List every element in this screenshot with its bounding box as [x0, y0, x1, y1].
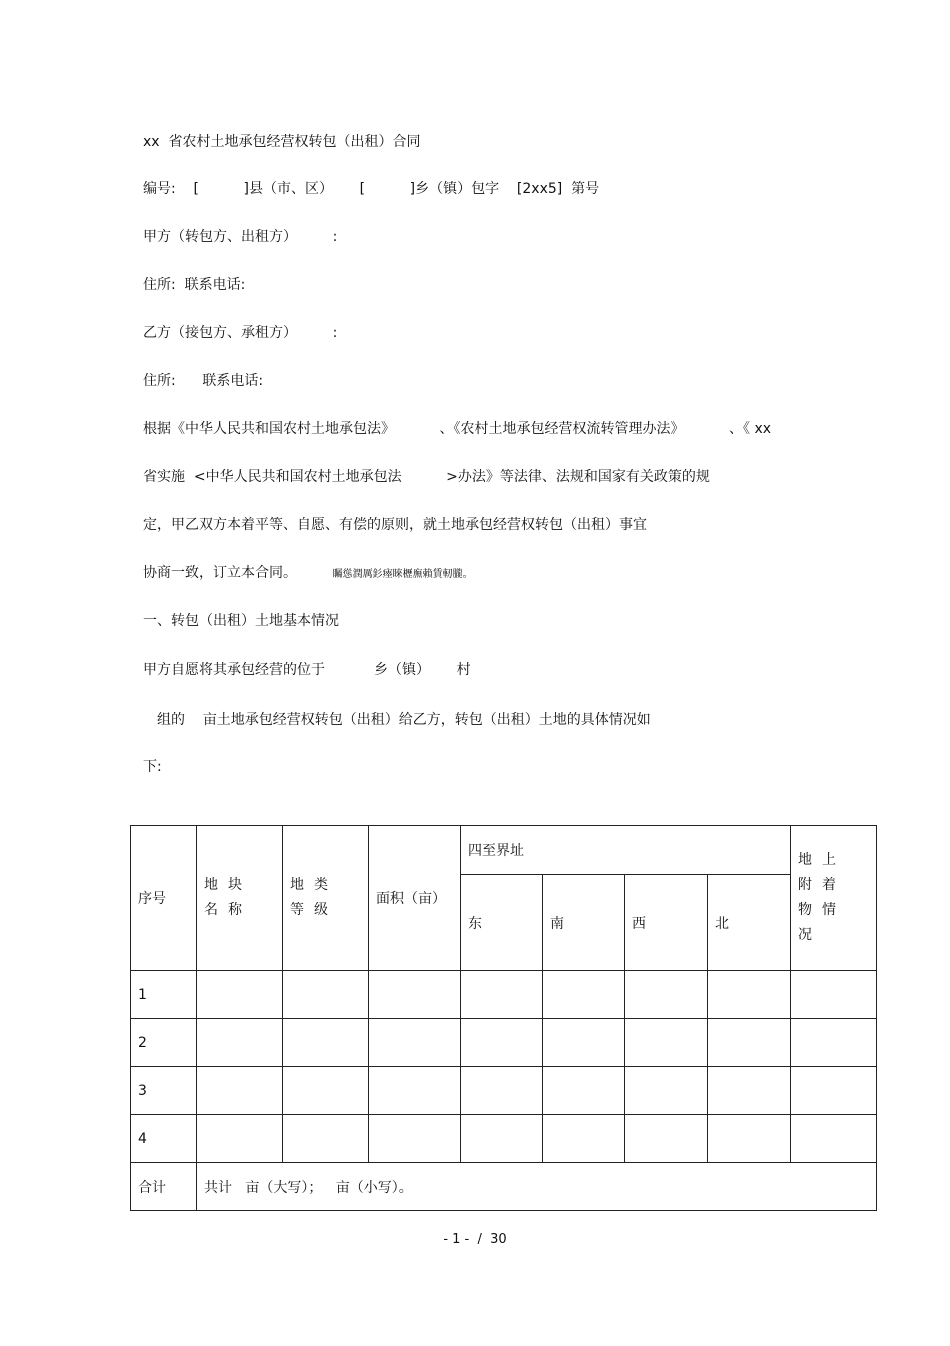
table-row: [131, 1019, 877, 1067]
header-land-class: 地类等级: [283, 826, 369, 971]
number-year: [2xx5]: [516, 181, 563, 197]
page-indicator: - 1 - / 30: [443, 1232, 507, 1247]
table-row: [131, 1115, 877, 1163]
row-seq: 2: [131, 1019, 197, 1067]
table-row: [131, 1067, 877, 1115]
land-line-1: 甲方自愿将其承包经营的位于 乡（镇） 村: [143, 662, 471, 678]
basis-paragraph-line-3: 定，甲乙双方本着平等、自愿、有偿的原则，就土地承包经营权转包（出租）事宜: [143, 517, 647, 533]
header-attachments: 地上附着物情况: [791, 826, 877, 971]
document-title: xx 省农村土地承包经营权转包（出租）合同: [143, 134, 421, 150]
number-no: 第号: [571, 181, 600, 197]
address-a-line: 住所: 联系电话:: [143, 277, 246, 293]
header-area: 面积（亩）: [369, 826, 461, 971]
row-seq: 1: [131, 971, 197, 1019]
header-seq: 序号: [131, 826, 197, 971]
party-b-line: 乙方（接包方、承租方） :: [143, 325, 338, 341]
land-line-2: 组的 亩土地承包经营权转包（出租）给乙方，转包（出租）土地的具体情况如: [157, 712, 651, 728]
party-a-label: 甲方（转包方、出租方）: [143, 229, 297, 245]
row-seq: 4: [131, 1115, 197, 1163]
basis-paragraph-line-1: 根据《中华人民共和国农村土地承包法》 、《农村土地承包经营权流转管理办法》 、《 xx: [143, 421, 772, 437]
garbled-text: 矚慫潤厲釤瘞睞櫪廡賴賃軔朧。: [332, 569, 473, 580]
number-bracket-county: [ ]: [193, 181, 249, 197]
table-row: [131, 971, 877, 1019]
row-seq: 3: [131, 1067, 197, 1115]
basis-paragraph-line-2: 省实施 <中华人民共和国农村土地承包法 >办法》等法律、法规和国家有关政策的规: [143, 469, 710, 485]
number-bracket-township: [ ]: [359, 181, 416, 197]
party-b-label: 乙方（接包方、承租方）: [143, 325, 297, 341]
land-line-3: 下:: [143, 759, 162, 775]
header-plot-name: 地块名称: [197, 826, 283, 971]
total-label: 合计: [131, 1163, 197, 1211]
total-row: [131, 1163, 877, 1211]
basis-paragraph-line-4: 协商一致，订立本合同。 矚慫潤厲釤瘞睞櫪廡賴賃軔朧。: [143, 565, 473, 581]
section-heading: 一、转包（出租）土地基本情况: [143, 613, 339, 629]
header-east: 东: [461, 875, 543, 971]
address-b-line: 住所: 联系电话:: [143, 373, 264, 389]
land-table: [130, 825, 877, 1211]
header-south: 南: [543, 875, 625, 971]
number-line: [143, 180, 599, 198]
header-north: 北: [708, 875, 791, 971]
number-label: 编号:: [143, 181, 176, 197]
number-township: 乡（镇）包字: [415, 181, 500, 197]
number-county: 县（市、区）: [248, 181, 333, 197]
total-text: 共计 亩（大写）； 亩（小写）。: [197, 1163, 877, 1211]
party-a-line: 甲方（转包方、出租方） :: [143, 229, 338, 245]
header-boundaries: 四至界址: [461, 826, 791, 875]
header-west: 西: [625, 875, 708, 971]
